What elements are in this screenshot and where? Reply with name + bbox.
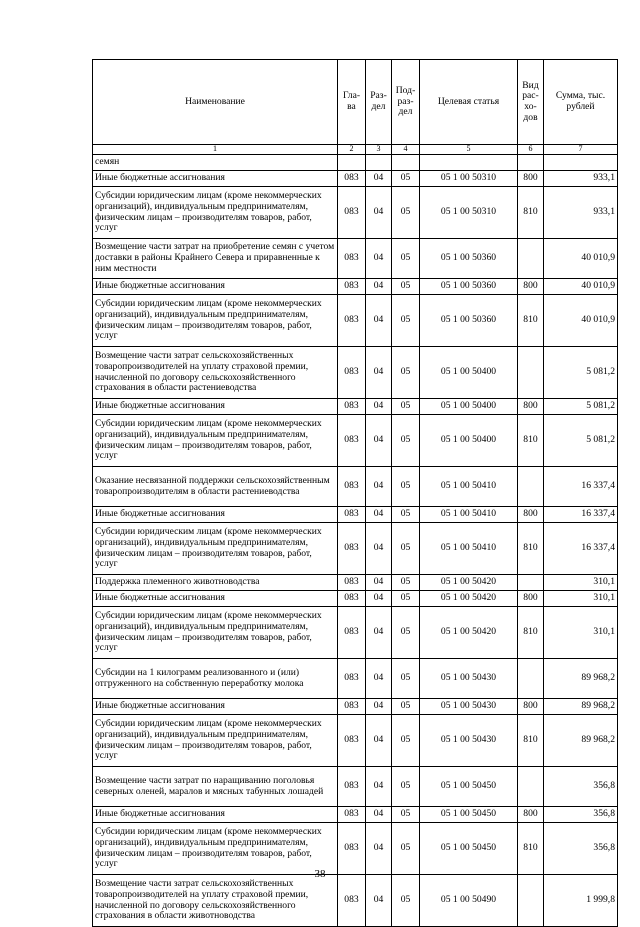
table-row (93, 279, 618, 295)
row-chapter-cell: 083 (338, 347, 366, 399)
column-number-row (93, 145, 618, 155)
table-row (93, 823, 618, 875)
row-section-cell: 04 (366, 347, 392, 399)
row-target-article-cell: 05 1 00 50400 (420, 399, 518, 415)
row-sum-cell: 16 337,4 (544, 467, 618, 507)
column-number: 6 (518, 145, 544, 155)
row-sum-cell: 310,1 (544, 607, 618, 659)
row-section-cell: 04 (366, 875, 392, 927)
table-row (93, 399, 618, 415)
row-expense-type-cell: 810 (518, 607, 544, 659)
row-target-article-cell: 05 1 00 50400 (420, 347, 518, 399)
row-chapter-cell: 083 (338, 715, 366, 767)
row-subsection-cell: 05 (392, 659, 420, 699)
row-subsection-cell: 05 (392, 875, 420, 927)
row-section-cell: 04 (366, 575, 392, 591)
row-name-cell: Субсидии юридическим лицам (кроме некоммерческих организаций), индивидуальным предпринимателям, физическим лицам – производителям товаров, работ, услуг (93, 415, 338, 467)
row-chapter-cell: 083 (338, 239, 366, 279)
column-number: 2 (338, 145, 366, 155)
row-section-cell: 04 (366, 807, 392, 823)
table-row (93, 659, 618, 699)
row-target-article-cell: 05 1 00 50310 (420, 171, 518, 187)
row-section-cell: 04 (366, 767, 392, 807)
row-subsection-cell: 05 (392, 295, 420, 347)
row-subsection-cell: 05 (392, 767, 420, 807)
row-target-article-cell: 05 1 00 50420 (420, 591, 518, 607)
row-target-article-cell: 05 1 00 50430 (420, 715, 518, 767)
row-section-cell: 04 (366, 607, 392, 659)
header-glava: Гла-ва (338, 60, 366, 145)
row-chapter-cell: 083 (338, 399, 366, 415)
row-subsection-cell: 05 (392, 467, 420, 507)
row-expense-type-cell: 810 (518, 295, 544, 347)
row-name-cell: Возмещение части затрат на приобретение семян с учетом доставки в районы Крайнего Севера и приравненные к ним местности (93, 239, 338, 279)
table-row (93, 347, 618, 399)
row-subsection-cell: 05 (392, 607, 420, 659)
row-subsection-cell: 05 (392, 715, 420, 767)
table-row (93, 523, 618, 575)
row-sum-cell: 356,8 (544, 823, 618, 875)
row-expense-type-cell (518, 659, 544, 699)
row-sum-cell: 933,1 (544, 171, 618, 187)
row-subsection-cell: 05 (392, 523, 420, 575)
row-chapter-cell: 083 (338, 767, 366, 807)
header-podrazdel: Под-раз-дел (392, 60, 420, 145)
row-name-cell: Иные бюджетные ассигнования (93, 171, 338, 187)
row-section-cell: 04 (366, 467, 392, 507)
row-target-article-cell: 05 1 00 50410 (420, 523, 518, 575)
row-sum-cell: 310,1 (544, 575, 618, 591)
row-sum-cell: 16 337,4 (544, 523, 618, 575)
row-target-article-cell: 05 1 00 50360 (420, 239, 518, 279)
row-subsection-cell: 05 (392, 507, 420, 523)
row-section-cell: 04 (366, 699, 392, 715)
header-sum: Сумма, тыс. рублей (544, 60, 618, 145)
budget-table (92, 59, 618, 927)
row-target-article-cell: 05 1 00 50430 (420, 659, 518, 699)
row-sum-cell (544, 155, 618, 171)
row-section-cell: 04 (366, 279, 392, 295)
row-subsection-cell: 05 (392, 415, 420, 467)
row-name-cell: Возмещение части затрат сельскохозяйственных товаропроизводителей на уплату страховой премии, начисленной по договору сельскохозяйственного страхования в области растениеводства (93, 347, 338, 399)
table-row (93, 187, 618, 239)
row-expense-type-cell (518, 467, 544, 507)
row-chapter-cell: 083 (338, 295, 366, 347)
row-expense-type-cell: 810 (518, 715, 544, 767)
table-row (93, 807, 618, 823)
row-subsection-cell: 05 (392, 279, 420, 295)
row-name-cell: Иные бюджетные ассигнования (93, 807, 338, 823)
row-sum-cell: 40 010,9 (544, 295, 618, 347)
row-name-cell: Возмещение части затрат по наращиванию поголовья северных оленей, маралов и мясных табунных лошадей (93, 767, 338, 807)
row-expense-type-cell (518, 767, 544, 807)
row-sum-cell: 40 010,9 (544, 279, 618, 295)
row-sum-cell: 16 337,4 (544, 507, 618, 523)
row-section-cell: 04 (366, 823, 392, 875)
row-sum-cell: 356,8 (544, 767, 618, 807)
row-target-article-cell: 05 1 00 50420 (420, 575, 518, 591)
row-subsection-cell: 05 (392, 347, 420, 399)
header-razdel: Раз-дел (366, 60, 392, 145)
table-row (93, 875, 618, 927)
row-chapter-cell: 083 (338, 659, 366, 699)
row-expense-type-cell: 810 (518, 523, 544, 575)
row-chapter-cell: 083 (338, 507, 366, 523)
row-sum-cell: 933,1 (544, 187, 618, 239)
row-name-cell: Оказание несвязанной поддержки сельскохозяйственным товаропроизводителям в области растениеводства (93, 467, 338, 507)
row-section-cell: 04 (366, 415, 392, 467)
table-row (93, 767, 618, 807)
row-subsection-cell: 05 (392, 399, 420, 415)
row-name-cell: Иные бюджетные ассигнования (93, 507, 338, 523)
row-target-article-cell: 05 1 00 50430 (420, 699, 518, 715)
row-target-article-cell: 05 1 00 50400 (420, 415, 518, 467)
row-sum-cell: 89 968,2 (544, 715, 618, 767)
table-row (93, 415, 618, 467)
row-name-cell: Субсидии на 1 килограмм реализованного и (или) отгруженного на собственную переработку молока (93, 659, 338, 699)
row-target-article-cell: 05 1 00 50450 (420, 823, 518, 875)
table-row (93, 239, 618, 279)
table-row (93, 467, 618, 507)
row-sum-cell: 89 968,2 (544, 659, 618, 699)
row-section-cell: 04 (366, 187, 392, 239)
row-expense-type-cell: 800 (518, 399, 544, 415)
row-sum-cell: 5 081,2 (544, 415, 618, 467)
table-row (93, 607, 618, 659)
row-target-article-cell: 05 1 00 50410 (420, 467, 518, 507)
header-name: Наименование (93, 60, 338, 145)
page-number: 38 (314, 868, 326, 880)
row-sum-cell: 89 968,2 (544, 699, 618, 715)
row-name-cell: Субсидии юридическим лицам (кроме некоммерческих организаций), индивидуальным предпринимателям, физическим лицам – производителям товаров, работ, услуг (93, 607, 338, 659)
table-header-row (93, 60, 618, 145)
table-row (93, 715, 618, 767)
row-subsection-cell: 05 (392, 171, 420, 187)
row-expense-type-cell (518, 239, 544, 279)
row-expense-type-cell (518, 347, 544, 399)
row-chapter-cell (338, 155, 366, 171)
row-chapter-cell: 083 (338, 467, 366, 507)
row-section-cell: 04 (366, 523, 392, 575)
table-body (93, 60, 618, 927)
row-target-article-cell: 05 1 00 50410 (420, 507, 518, 523)
row-chapter-cell: 083 (338, 171, 366, 187)
row-chapter-cell: 083 (338, 699, 366, 715)
row-target-article-cell: 05 1 00 50450 (420, 767, 518, 807)
row-sum-cell: 5 081,2 (544, 347, 618, 399)
row-subsection-cell: 05 (392, 575, 420, 591)
row-chapter-cell: 083 (338, 823, 366, 875)
row-subsection-cell (392, 155, 420, 171)
column-number: 1 (93, 145, 338, 155)
row-chapter-cell: 083 (338, 279, 366, 295)
header-target-article: Целевая статья (420, 60, 518, 145)
table-row (93, 155, 618, 171)
row-target-article-cell: 05 1 00 50310 (420, 187, 518, 239)
row-name-cell: Иные бюджетные ассигнования (93, 399, 338, 415)
row-name-cell: Иные бюджетные ассигнования (93, 279, 338, 295)
row-subsection-cell: 05 (392, 699, 420, 715)
row-subsection-cell: 05 (392, 187, 420, 239)
row-expense-type-cell: 800 (518, 699, 544, 715)
row-name-cell: Возмещение части затрат сельскохозяйственных товаропроизводителей на уплату страховой премии, начисленной по договору сельскохозяйственного страхования в области животноводства (93, 875, 338, 927)
row-name-cell: семян (93, 155, 338, 171)
row-target-article-cell (420, 155, 518, 171)
row-expense-type-cell: 810 (518, 823, 544, 875)
row-section-cell (366, 155, 392, 171)
row-name-cell: Иные бюджетные ассигнования (93, 699, 338, 715)
row-section-cell: 04 (366, 659, 392, 699)
row-sum-cell: 1 999,8 (544, 875, 618, 927)
row-subsection-cell: 05 (392, 807, 420, 823)
table-row (93, 507, 618, 523)
row-section-cell: 04 (366, 507, 392, 523)
row-chapter-cell: 083 (338, 575, 366, 591)
row-expense-type-cell: 800 (518, 279, 544, 295)
row-name-cell: Иные бюджетные ассигнования (93, 591, 338, 607)
row-expense-type-cell: 810 (518, 415, 544, 467)
row-name-cell: Субсидии юридическим лицам (кроме некоммерческих организаций), индивидуальным предпринимателям, физическим лицам – производителям товаров, работ, услуг (93, 187, 338, 239)
row-chapter-cell: 083 (338, 523, 366, 575)
table-row (93, 575, 618, 591)
header-expense-type: Вид рас-хо-дов (518, 60, 544, 145)
row-target-article-cell: 05 1 00 50420 (420, 607, 518, 659)
row-chapter-cell: 083 (338, 607, 366, 659)
column-number: 3 (366, 145, 392, 155)
row-name-cell: Поддержка племенного животноводства (93, 575, 338, 591)
table-row (93, 699, 618, 715)
row-section-cell: 04 (366, 295, 392, 347)
row-expense-type-cell: 810 (518, 187, 544, 239)
row-sum-cell: 40 010,9 (544, 239, 618, 279)
row-section-cell: 04 (366, 171, 392, 187)
table-row (93, 591, 618, 607)
row-expense-type-cell: 800 (518, 591, 544, 607)
row-expense-type-cell (518, 575, 544, 591)
row-subsection-cell: 05 (392, 823, 420, 875)
row-name-cell: Субсидии юридическим лицам (кроме некоммерческих организаций), индивидуальным предпринимателям, физическим лицам – производителям товаров, работ, услуг (93, 823, 338, 875)
column-number: 4 (392, 145, 420, 155)
row-expense-type-cell: 800 (518, 507, 544, 523)
row-target-article-cell: 05 1 00 50450 (420, 807, 518, 823)
column-number: 7 (544, 145, 618, 155)
column-number: 5 (420, 145, 518, 155)
row-section-cell: 04 (366, 715, 392, 767)
row-name-cell: Субсидии юридическим лицам (кроме некоммерческих организаций), индивидуальным предпринимателям, физическим лицам – производителям товаров, работ, услуг (93, 523, 338, 575)
row-sum-cell: 310,1 (544, 591, 618, 607)
row-chapter-cell: 083 (338, 875, 366, 927)
row-name-cell: Субсидии юридическим лицам (кроме некоммерческих организаций), индивидуальным предпринимателям, физическим лицам – производителям товаров, работ, услуг (93, 295, 338, 347)
row-subsection-cell: 05 (392, 591, 420, 607)
document-page (92, 59, 617, 927)
row-chapter-cell: 083 (338, 591, 366, 607)
row-section-cell: 04 (366, 591, 392, 607)
table-row (93, 171, 618, 187)
row-chapter-cell: 083 (338, 415, 366, 467)
row-subsection-cell: 05 (392, 239, 420, 279)
row-expense-type-cell: 800 (518, 807, 544, 823)
row-target-article-cell: 05 1 00 50490 (420, 875, 518, 927)
row-expense-type-cell (518, 155, 544, 171)
row-chapter-cell: 083 (338, 807, 366, 823)
row-sum-cell: 5 081,2 (544, 399, 618, 415)
row-sum-cell: 356,8 (544, 807, 618, 823)
row-chapter-cell: 083 (338, 187, 366, 239)
table-row (93, 295, 618, 347)
row-expense-type-cell: 800 (518, 171, 544, 187)
row-section-cell: 04 (366, 399, 392, 415)
row-expense-type-cell (518, 875, 544, 927)
row-name-cell: Субсидии юридическим лицам (кроме некоммерческих организаций), индивидуальным предпринимателям, физическим лицам – производителям товаров, работ, услуг (93, 715, 338, 767)
row-section-cell: 04 (366, 239, 392, 279)
row-target-article-cell: 05 1 00 50360 (420, 279, 518, 295)
row-target-article-cell: 05 1 00 50360 (420, 295, 518, 347)
